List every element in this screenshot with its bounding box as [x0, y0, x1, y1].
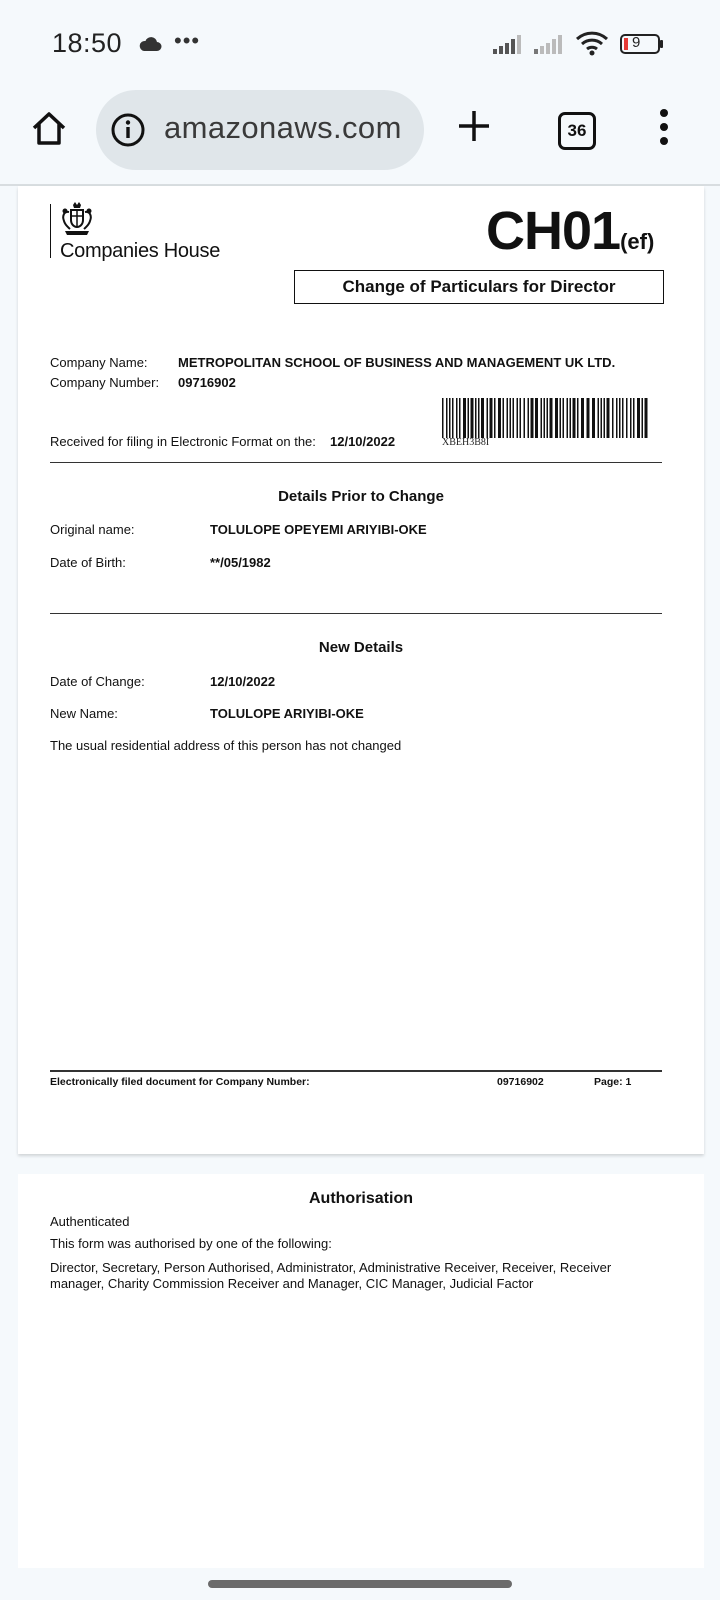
signal-icon: [534, 34, 570, 59]
url-text[interactable]: amazonaws.com: [164, 110, 402, 145]
divider: [50, 462, 662, 463]
received-label: Received for filing in Electronic Format on the:: [50, 434, 316, 449]
authenticated-text: Authenticated: [50, 1214, 130, 1229]
browser-toolbar: [0, 84, 720, 184]
company-name-label: Company Name:: [50, 355, 148, 370]
form-code: [486, 200, 654, 262]
change-date: 12/10/2022: [210, 674, 276, 689]
royal-crest-icon: [59, 202, 95, 241]
status-bar: [0, 0, 720, 84]
form-title: Change of Particulars for Director: [294, 270, 664, 304]
address-note: The usual residential address of this person has not changed: [50, 738, 402, 753]
company-name: METROPOLITAN SCHOOL OF BUSINESS AND MANAGEMENT UK LTD.: [178, 355, 616, 370]
battery-level: 9: [632, 34, 641, 51]
plus-icon: [456, 108, 492, 144]
company-number-label: Company Number:: [50, 375, 160, 390]
prior-details-heading: Details Prior to Change: [278, 488, 444, 505]
barcode-text: XBEH3B8I: [442, 437, 490, 448]
info-icon[interactable]: [110, 112, 146, 153]
new-name-label: New Name:: [50, 706, 118, 721]
home-icon: [29, 109, 69, 149]
document-page-1: [18, 186, 704, 1154]
footer-rule: [50, 1070, 662, 1072]
org-name: Companies House: [60, 240, 221, 262]
document-page-2: [18, 1174, 704, 1568]
status-time: 18:50: [52, 28, 123, 58]
footer-page: Page: 1: [594, 1076, 632, 1088]
home-button[interactable]: [26, 106, 72, 152]
home-indicator[interactable]: [208, 1580, 512, 1588]
menu-button[interactable]: [658, 108, 670, 151]
divider: [50, 613, 662, 614]
signal-icon: [493, 34, 529, 59]
original-name: TOLULOPE OPEYEMI ARIYIBI-OKE: [210, 522, 427, 537]
original-name-label: Original name:: [50, 522, 135, 537]
battery-icon: [620, 34, 664, 59]
dob-label: Date of Birth:: [50, 555, 126, 570]
company-number: 09716902: [178, 375, 236, 390]
menu-dots-icon: [658, 108, 670, 146]
logo-rule: [50, 204, 51, 258]
form-code-suffix: (ef): [620, 229, 655, 254]
dob-value: **/05/1982: [210, 555, 271, 570]
tab-switcher-button[interactable]: [558, 112, 596, 150]
change-date-label: Date of Change:: [50, 674, 145, 689]
wifi-icon: [575, 30, 609, 61]
tab-count: 36: [567, 121, 587, 140]
footer-company-number: 09716902: [497, 1076, 544, 1088]
form-code-main: CH01: [486, 201, 621, 261]
received-date: 12/10/2022: [330, 434, 396, 449]
more-dots-icon: •••: [174, 28, 201, 53]
new-tab-button[interactable]: [456, 108, 492, 149]
authorised-intro: This form was authorised by one of the following:: [50, 1236, 332, 1251]
address-bar[interactable]: [96, 90, 424, 170]
new-name: TOLULOPE ARIYIBI-OKE: [210, 706, 364, 721]
cloud-icon: [138, 36, 162, 57]
new-details-heading: New Details: [318, 639, 404, 656]
footer-label: Electronically filed document for Company Number:: [50, 1076, 310, 1088]
authorisation-heading: Authorisation: [309, 1190, 413, 1207]
authorised-roles: Director, Secretary, Person Authorised, Administrator, Administrative Receiver, Receiver, Receiver manager, Charity Commission Receiver and Manager, CIC Manager, Judicial Factor: [50, 1260, 612, 1291]
